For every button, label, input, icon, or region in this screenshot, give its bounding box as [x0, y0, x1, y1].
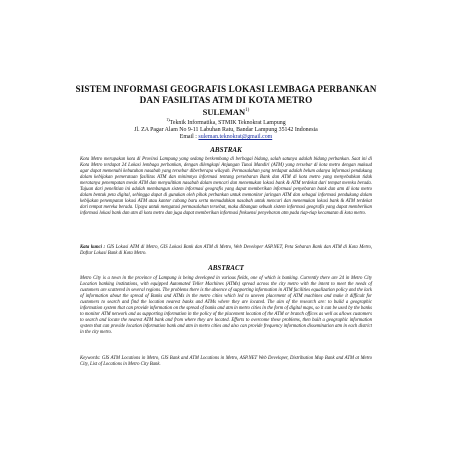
email-link[interactable]: suleman.teknokrat@gmail.com: [198, 134, 273, 141]
affiliation-line-2: Jl. ZA Pagar Alam No 9-11 Labuhan Ratu, Bandar Lampung 35142 Indonesia: [134, 127, 318, 134]
kata-kunci-text: GIS Lokasi ATM di Metro, GIS Lokasi Bank dan ATM di Metro, Web Developer ASP.NET, Peta Sebaran Bank dan ATM di Kota Metro, Daftar Lokasi Bank di Kota Metro.: [80, 245, 373, 257]
abstrak-heading: ABSTRAK: [210, 146, 242, 154]
keywords-text: GIS ATM Locations in Metro, GIS Bank and ATM Locations in Metro, ASP.NET Web Developer, Distribution Map Bank and ATM at Metro City, List of Locations in Metro City Bank.: [80, 356, 372, 368]
author-text: SULEMAN: [202, 106, 246, 117]
author-superscript: 1): [245, 108, 250, 113]
email-label: Email :: [179, 134, 197, 141]
title-line-1: SISTEM INFORMASI GEOGRAFIS LOKASI LEMBAGA PERBANKAN: [75, 84, 377, 94]
kata-kunci-label: Kata kunci :: [80, 245, 106, 250]
keywords-block: [80, 356, 372, 368]
paper-title: [40, 84, 412, 105]
affiliation-superscript: 1): [166, 117, 170, 122]
abstract-paragraph: Metro City is a town in the province of Lampung is being developed in various fields, one of which is banking. Currently there are 24 in Metro City Location banking institutions, with equipped Automated Teller Machines (ATMs) spread across the city metro with the intent to meet the needs of customers are scattered in several regions. The problems there is the absence of supporting information in ATM facilities equalization policy and the lack of information about the spread of Banks and ATMs in the metro cities which led to uneven placement of ATM machines and make it difficult for customers to search and find the location nearest banks and ATMs where they are located. The aim of the research are: to build a geographic information system that can provide information on the spread of banks and atm in metro cities in the form of digital maps, so it can be used by the banks to monitor ATM network and as supporting information in the policy of the placement location of the ATM or branch offices as well as allows customers to search and locate the nearest ATM bank and from where they are located. Efforts to overcome these problems, then built a geographic information system that can provide location information bank and atm in metro cities and also can provide frequency information dissemination atm in each district in the city metro.: [80, 276, 372, 336]
abstract-heading: ABSTRACT: [208, 264, 244, 272]
affiliation-block: [40, 116, 412, 142]
kata-kunci-block: [80, 245, 372, 257]
affiliation-text-1: Teknik Informatika, STMIK Teknokrat Lampung: [169, 119, 286, 126]
affiliation-line-1: [40, 116, 412, 127]
title-line-2: DAN FASILITAS ATM DI KOTA METRO: [139, 94, 313, 105]
keywords-label: Keywords:: [80, 356, 101, 361]
email-line: [40, 134, 412, 141]
abstrak-paragraph: Kota Metro merupakan kota di Provinsi Lampung yang sedang berkembang di berbagai bidang, salah satunya adalah bidang perbankan. Saat ini di Kota Metro terdapat 24 Lokasi lembaga perbankan, dengan dilengkapi Anjungan Tunai Mandiri (ATM) yang tersebar di kota metro dengan maksud agar dapat memenuhi kebutuhan nasabah yang tersebar diberberapa wilayah. Permasalahan yang terdapat adalah belum adanya informasi pendukung dalam kebijakan pemerataan fasilitas ATM dan minimnya informasi tentang persebaran Bank dan ATM di kota metro yang menyebabkan tidak meratanya penempatan mesin ATM dan menyulitkan nasabah dalam mencari dan menemukan lokasi bank & ATM terdekat dari tempat mereka berada. Tujuan dari penelitian ini adalah membangun sistem informasi geografis yang dapat memberikan informasi penyebaran bank dan atm di kota metro dalam bentuk peta digital, sehingga dapat di gunakan oleh pihak perbankan untuk memonitor jaringan ATM dan sebagai informasi pendukung dalam kebijakan penempatan lokasi ATM atau kantor cabang baru serta memudahkan nasabah untuk mencari dan menemukan lokasi bank & ATM terdekat dari tempat mereka berada. Upaya untuk mengatasi permasalahan tersebut, maka dibangun sebuah sistem informasi geografis yang dapat memberikan informasi lokasi bank dan atm di kota metro dan juga dapat memberikan informasi frekuensi penyebaran atm pada tiap-tiap kecamatan di kota metro.: [80, 157, 372, 217]
